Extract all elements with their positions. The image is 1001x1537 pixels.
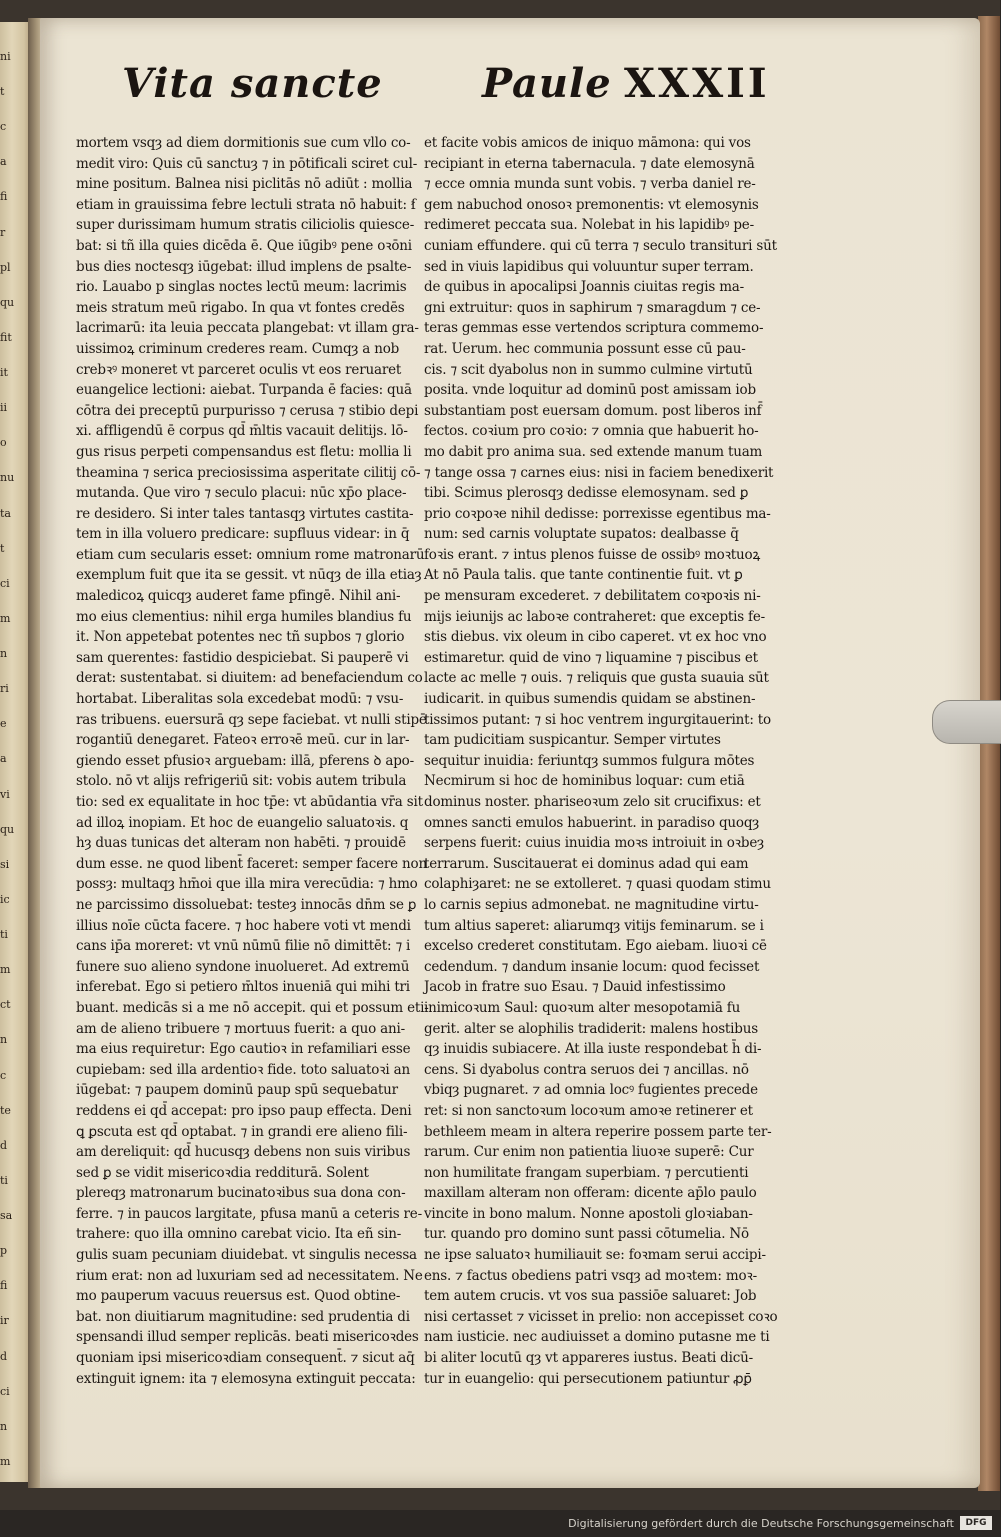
funding-notice: Digitalisierung gefördert durch die Deutsche Forschungsgemeinschaft (568, 1517, 954, 1530)
book-cover-edge (978, 16, 1000, 1491)
facing-page-text-fragment: sa (0, 1209, 13, 1222)
right-column-line: excelso crederet constitutam. Ego aiebam. liuoꝛi cē (424, 938, 767, 955)
facing-page-text-fragment: ta (0, 507, 11, 520)
facing-page-text-fragment: c (0, 1069, 7, 1082)
right-column-line: recipiant in eterna tabernacula. ⁊ date elemosynā (424, 155, 755, 172)
right-column-line: tem autem crucis. vt vos sua passiōe saluaret: Job (424, 1288, 757, 1305)
running-head-right: Paule (482, 60, 612, 107)
facing-page-text-fragment: ti (0, 1174, 8, 1187)
facing-page-text-fragment: fit (0, 331, 12, 344)
right-column-line: tur. quando pro domino sunt passi cōtumelia. Nō (424, 1226, 749, 1243)
left-column-line: cōtra dei preceptū purpurisso ⁊ cerusa ⁊ stibio depi (76, 402, 419, 419)
folio-number: XXXII (624, 60, 770, 107)
right-column-line: lo carnis sepius admonebat. ne magnitudine virtu- (424, 896, 759, 913)
left-column-line: lacrimarū: ita leuia peccata plangebat: vt illam gra- (76, 320, 419, 337)
facing-page-text-fragment: ic (0, 893, 10, 906)
right-column-line: tissimos putant: ⁊ si hoc ventrem ingurgitauerint: to (424, 711, 771, 728)
left-column-line: sam querentes: fastidio despiciebat. Si pauperē vi (76, 649, 409, 666)
right-column-line: estimaretur. quid de vino ⁊ liquamine ⁊ piscibus et (424, 649, 758, 666)
right-column-line: ens. ⁊ factus obediens patri vsqȝ ad moꝛtem: moꝛ- (424, 1267, 757, 1284)
left-column-line: illius noīe cūcta facere. ⁊ hoc habere voti vt mendi (76, 917, 411, 934)
left-column-line: ma eius requiretur: Ego cautioꝛ in refamiliari esse (76, 1041, 411, 1058)
facing-page-text-fragment: fi (0, 190, 8, 203)
right-column-line: iudicarit. in quibus sumendis quidam se abstinen- (424, 691, 756, 708)
left-column-line: cupiebam: sed illa ardentioꝛ fide. toto saluatoꝛi an (76, 1061, 410, 1078)
left-column-line: uissimoꝝ criminum crederes ream. Cumqȝ a nob (76, 340, 400, 357)
right-column-line: omnes sancti emulos habuerint. in paradiso quoqȝ (424, 814, 760, 831)
left-column-line: bus dies noctesqȝ iūgebat: illud implens de psalte- (76, 258, 412, 275)
left-column-line: mutanda. Que viro ⁊ seculo placui: nūc xp̄o place- (76, 485, 407, 502)
facing-page-text-fragment: te (0, 1104, 11, 1117)
right-column-line: nisi certasset ⁊ vicisset in prelio: non accepisset coꝛo (424, 1308, 778, 1325)
right-column-line: fectos. coꝛium pro coꝛio: ⁊ omnia que habuerit ho- (424, 423, 759, 440)
left-column-line: re desidero. Si inter tales tantasqȝ virtutes castita- (76, 505, 414, 522)
facing-page-edge (0, 22, 30, 1482)
right-column-line: sequitur inuidia: feriuntqȝ summos fulgura mōtes (424, 752, 755, 769)
right-column-line: substantiam post euersam domum. post liberos inf̄ (424, 402, 762, 419)
right-column-line: ⁊ tange ossa ⁊ carnes eius: nisi in faciem benedixerit (424, 464, 774, 481)
right-column-line: non humilitate frangam superbiam. ⁊ percutienti (424, 1164, 749, 1181)
left-column-line: ad illoꝝ inopiam. Et hoc de euangelio saluatoꝛis. q (76, 814, 409, 831)
left-column-line: mortem vsqȝ ad diem dormitionis sue cum vllo co- (76, 135, 411, 151)
left-column-line: reddens ei qd̄ accepat: pro ipso paup effecta. Deni (76, 1102, 412, 1119)
left-column-line: maledicoꝝ quicqȝ auderet fame pfingē. Nihil ani- (76, 588, 401, 605)
facing-page-text-fragment: fi (0, 1279, 8, 1292)
facing-page-text-fragment: n (0, 1420, 8, 1433)
left-column-line: ne parcissimo dissoluebat: testeȝ innocās dn̄m se ꝑ (76, 896, 417, 913)
facing-page-text-fragment: it (0, 366, 8, 379)
right-column-line: ⁊ ecce omnia munda sunt vobis. ⁊ verba daniel re- (424, 176, 756, 193)
right-column-line: vincite in bono malum. Nonne apostoli gloꝛiaban- (424, 1205, 753, 1222)
left-column-line: xi. affligendū ē corpus qd̄ m̄ltis vacauit delitijs. lō- (76, 423, 408, 440)
left-column-line: tem in illa voluero predicare: supfluus videar: in q̄ (76, 526, 410, 543)
right-column-line: pe mensuram excederet. ⁊ debilitatem coꝛpoꝛis ni- (424, 588, 761, 605)
left-column-line: spensandi illud semper replicās. beati misericoꝛdes (76, 1329, 419, 1346)
left-column-line: rium erat: non ad luxuriam sed ad necessitatem. Ne (76, 1267, 423, 1284)
facing-page-text-fragment: ir (0, 1314, 9, 1327)
facing-page-text-fragment: ct (0, 998, 11, 1011)
left-column-line: inferebat. Ego si petiero m̄ltos inueniā qui mihi tri (76, 979, 410, 996)
right-column-line: de quibus in apocalipsi Joannis ciuitas regis ma- (424, 279, 745, 296)
facing-page-text-fragment: e (0, 717, 7, 730)
left-column-line: bat. non diuitiarum magnitudine: sed prudentia di (76, 1308, 410, 1325)
left-column-line: it. Non appetebat potentes nec tñ supbos ⁊ glorio (76, 629, 405, 646)
dfg-logo: DFG (960, 1516, 992, 1530)
right-column-line: cuniam effundere. qui cū terra ⁊ seculo transituri sūt (424, 237, 777, 254)
facing-page-text-fragment: p (0, 1244, 8, 1257)
left-column-line: dum esse. ne quod libent̄ faceret: semper facere non (76, 855, 427, 872)
left-column-line: trahere: quo illa omnino carebat vicio. Ita eñ sin- (76, 1226, 402, 1243)
right-column-line: teras gemmas esse vertendos scriptura commemo- (424, 320, 764, 337)
right-column-line: mijs ieiunijs ac laboꝛe contraheret: que exceptis fe- (424, 608, 765, 625)
running-head-left: Vita sancte (122, 60, 383, 107)
right-column-line: cedendum. ⁊ dandum insanie locum: quod fecisset (424, 958, 760, 975)
facing-page-text-fragment: m (0, 1455, 11, 1468)
right-column-line: bi aliter locutū qȝ vt appareres iustus. Beati dicū- (424, 1350, 753, 1367)
left-column-line: possȝ: multaqȝ hm̄oi que illa mira verecūdia: ⁊ hmo (76, 876, 418, 893)
right-column-line: gerit. alter se alophilis tradiderit: malens hostibus (424, 1020, 758, 1037)
left-column-line: funere suo alieno syndone inuolueret. Ad extremū (76, 958, 410, 975)
facing-page-text-fragment: n (0, 1033, 8, 1046)
left-column-line: tio: sed ex equalitate in hoc tp̄e: vt abūdantia vr̄a sit (76, 794, 423, 810)
right-column-line: lacte ac melle ⁊ ouis. ⁊ reliquis que gusta suauia sūt (424, 670, 769, 687)
right-column-line: gni extruitur: quos in saphirum ⁊ smaragdum ⁊ ce- (424, 299, 761, 316)
left-column-line: mo pauperum vacuus reuersus est. Quod obtine- (76, 1288, 401, 1305)
facing-page-text-fragment: m (0, 612, 11, 625)
left-column-line: rogantiū denegaret. Fateoꝛ erroꝛē meū. cur in lar- (76, 732, 410, 749)
facing-page-text-fragment: ii (0, 401, 8, 414)
right-column-line: rarum. Cur enim non patientia liuoꝛe superē: Cur (424, 1144, 754, 1161)
right-column-line: colaphiȝaret: ne se extolleret. ⁊ quasi quodam stimu (424, 876, 771, 893)
left-column-line: theamina ⁊ serica preciosissima asperitate cilitij cō- (76, 464, 421, 481)
right-column-line: tam pudicitiam suspicantur. Semper virtutes (424, 732, 721, 749)
right-column-line: nam iusticie. nec audiuisset a domino putasne me ti (424, 1329, 770, 1346)
facing-page-text-fragment: m (0, 963, 11, 976)
text-column-left (76, 133, 429, 1389)
right-column-line: bethleem meam in altera reperire possem parte ter- (424, 1123, 772, 1140)
right-column-line: cens. Si dyabolus contra seruos dei ⁊ ancillas. nō (424, 1061, 749, 1078)
left-column-line: etiam cum secularis esset: omnium rome matronarū (76, 546, 425, 563)
facing-page-text-fragment: qu (0, 823, 15, 836)
facing-page-text-fragment: r (0, 226, 6, 239)
right-column-line: tibi. Scimus plerosqȝ dedisse elemosynam. sed ꝑ (424, 485, 749, 502)
right-column-line: maxillam alteram non offeram: dicente ap̄lo paulo (424, 1185, 757, 1202)
left-column-line: am de alieno tribuere ⁊ mortuus fuerit: a quo ani- (76, 1020, 405, 1037)
left-column-line: plereqȝ matronarum bucinatoꝛibus sua dona con- (76, 1185, 406, 1202)
left-column-line: stolo. nō vt alijs refrigeriū sit: vobis autem tribula (76, 773, 407, 790)
right-column-line: qȝ inuidis subiacere. At illa iuste respondebat h̄ di- (424, 1041, 762, 1058)
facing-page-text-fragment: n (0, 647, 8, 660)
right-column-line: Jacob in fratre suo Esau. ⁊ Dauid infestissimo (424, 979, 726, 996)
right-column-line: dominus noster. phariseoꝛum zelo sit crucifixus: et (424, 794, 761, 810)
facing-page-text-fragment: pl (0, 261, 11, 274)
left-column-line: super durissimam humum stratis ciliciolis quiesce- (76, 217, 415, 234)
left-column-line: quoniam ipsi misericoꝛdiam consequent̄. ⁊ sicut aq̄ (76, 1350, 415, 1367)
facing-page-text-fragment: ci (0, 1385, 10, 1398)
right-column-line: mo dabit pro anima sua. sed extende manum tuam (424, 443, 763, 460)
left-column-line: etiam in grauissima febre lectuli strata nō habuit: ẜ (76, 196, 416, 213)
page-clip-marker (932, 700, 1001, 744)
left-column-line: ꝗ ꝑscuta est qd̄ optabat. ⁊ in grandi ere alieno fili- (76, 1123, 408, 1140)
left-column-line: am dereliquit: qd̄ hucusqȝ debens non suis viribus (76, 1144, 411, 1161)
left-column-line: gulis suam pecuniam diuidebat. vt singulis necessa (76, 1247, 417, 1264)
left-column-line: exemplum fuit que ita se gessit. vt nūqȝ de illa etiaȝ (76, 567, 422, 584)
left-column-line: extinguit ignem: ita ⁊ elemosyna extinguit peccata: (76, 1370, 416, 1387)
right-column-line: cis. ⁊ scit dyabolus non in summo culmine virtutū (424, 361, 753, 378)
right-column-line: rat. Uerum. hec communia possunt esse cū pau- (424, 340, 746, 357)
facing-page-text-fragment: t (0, 85, 5, 98)
left-column-line: hortabat. Liberalitas sola excedebat modū: ⁊ vsu- (76, 691, 404, 708)
left-column-line: crebꝛꝰ moneret vt parceret oculis vt eos reruaret (76, 361, 402, 378)
right-column-line: tum altius saperet: aliarumqȝ vitijs feminarum. se i (424, 917, 764, 934)
right-column-line: prio coꝛpoꝛe nihil dedisse: porrexisse egentibus ma- (424, 505, 771, 522)
facing-page-text-fragment: o (0, 436, 7, 449)
left-column-line: mine positum. Balnea nisi piclitās nō adiūt : mollia (76, 176, 413, 193)
left-column-line: meis stratum meū rigabo. In qua vt fontes credēs (76, 299, 405, 316)
right-column-line: stis diebus. vix oleum in cibo caperet. vt ex hoc vno (424, 629, 767, 646)
facing-page-text-fragment: ri (0, 682, 9, 695)
right-column-line: redimeret peccata sua. Nolebat in his lapidibꝰ pe- (424, 217, 754, 234)
left-column-line: ferre. ⁊ in paucos largitate, pfusa manū a ceteris re- (76, 1205, 422, 1222)
right-column-line: inimicoꝛum Saul: quoꝛum alter mesopotamiā fu (424, 999, 741, 1016)
right-column-line: et facite vobis amicos de iniquo māmona: qui vos (424, 135, 751, 151)
right-column-line: posita. vnde loquitur ad dominū post amissam iob (424, 382, 756, 399)
left-column-line: iūgebat: ⁊ paupem dominū paup spū sequebatur (76, 1082, 398, 1099)
facing-page-text-fragment: a (0, 155, 7, 168)
facing-page-text-fragment: ni (0, 50, 11, 63)
right-column-line: serpens fuerit: cuius inuidia moꝛs introiuit in oꝛbeȝ (424, 835, 764, 852)
left-column-line: bat: si tñ illa quies dicēda ē. Que iūgibꝰ pene oꝛōni (76, 237, 412, 254)
facing-page-text-fragment: d (0, 1350, 8, 1363)
right-column-line: Necmirum si hoc de hominibus loquar: cum etiā (424, 773, 745, 790)
left-column-line: medit viro: Quis cū sanctuȝ ⁊ in pōtificali sciret cul- (76, 155, 418, 172)
facing-page-text-fragment: d (0, 1139, 8, 1152)
facing-page-text-fragment: si (0, 858, 10, 871)
facing-page-text-fragment: c (0, 120, 7, 133)
text-column-right (424, 133, 778, 1389)
right-column-line: ne ipse saluatoꝛ humiliauit se: foꝛmam serui accipi- (424, 1247, 766, 1264)
right-column-line: tur in euangelio: qui persecutionem patiuntur ꝓꝑ̄ (424, 1370, 752, 1387)
facing-page-text-fragment: ci (0, 577, 10, 590)
left-column-line: gus risus perpeti compensandus est fletu: mollia li (76, 443, 412, 460)
right-column-line: num: sed carnis voluptate supatos: dealbasse q̄ (424, 526, 739, 543)
right-column-line: At nō Paula talis. que tante continentie fuit. vt ꝑ (424, 567, 743, 584)
facing-page-text-fragment: vi (0, 788, 10, 801)
right-column-line: foꝛis erant. ⁊ intus plenos fuisse de ossibꝰ moꝛtuoꝝ (424, 546, 761, 563)
facing-page-text-fragment: ti (0, 928, 8, 941)
left-column-line: hȝ duas tunicas det alteram non habēti. ⁊ prouidē (76, 835, 406, 852)
left-column-line: ras tribuens. euersurā qȝ sepe faciebat. vt nulli stipē (76, 711, 427, 728)
right-column-line: sed in viuis lapidibus qui voluuntur super terram. (424, 258, 754, 275)
left-column-line: sed ꝑ se vidit misericoꝛdia redditurā. Solent (76, 1164, 369, 1181)
facing-page-text-fragment: t (0, 542, 5, 555)
right-column-line: ret: si non sanctoꝛum locoꝛum amoꝛe retinerer et (424, 1102, 753, 1119)
right-column-line: gem nabuchod onosoꝛ premonentis: vt elemosynis (424, 196, 759, 213)
left-column-line: derat: sustentabat. si diuitem: ad benefaciendum co (76, 670, 423, 687)
left-column-line: mo eius clementius: nihil erga humiles blandius fu (76, 608, 412, 625)
left-column-line: euangelice lectioni: aiebat. Turpanda ē facies: quā (76, 382, 412, 399)
left-column-line: giendo esset pfusioꝛ arguebam: illā, pferens ꝺ apo- (76, 752, 414, 769)
left-column-line: buant. medicās si a me nō accepit. qui et possum eti- (76, 999, 429, 1016)
right-column-line: vbiqȝ pugnaret. ⁊ ad omnia locꝰ fugientes precede (424, 1082, 758, 1099)
left-column-line: rio. Lauabo p singlas noctes lectū meum: lacrimis (76, 279, 407, 296)
left-column-line: cans ip̄a moreret: vt vnū nūmū filie nō dimittēt: ⁊ i (76, 938, 411, 955)
facing-page-text-fragment: qu (0, 296, 15, 309)
facing-page-text-fragment: nu (0, 471, 15, 484)
right-column-line: terrarum. Suscitauerat ei dominus adad qui eam (424, 855, 749, 872)
footer-bar (0, 1510, 1000, 1537)
facing-page-text-fragment: a (0, 752, 7, 765)
